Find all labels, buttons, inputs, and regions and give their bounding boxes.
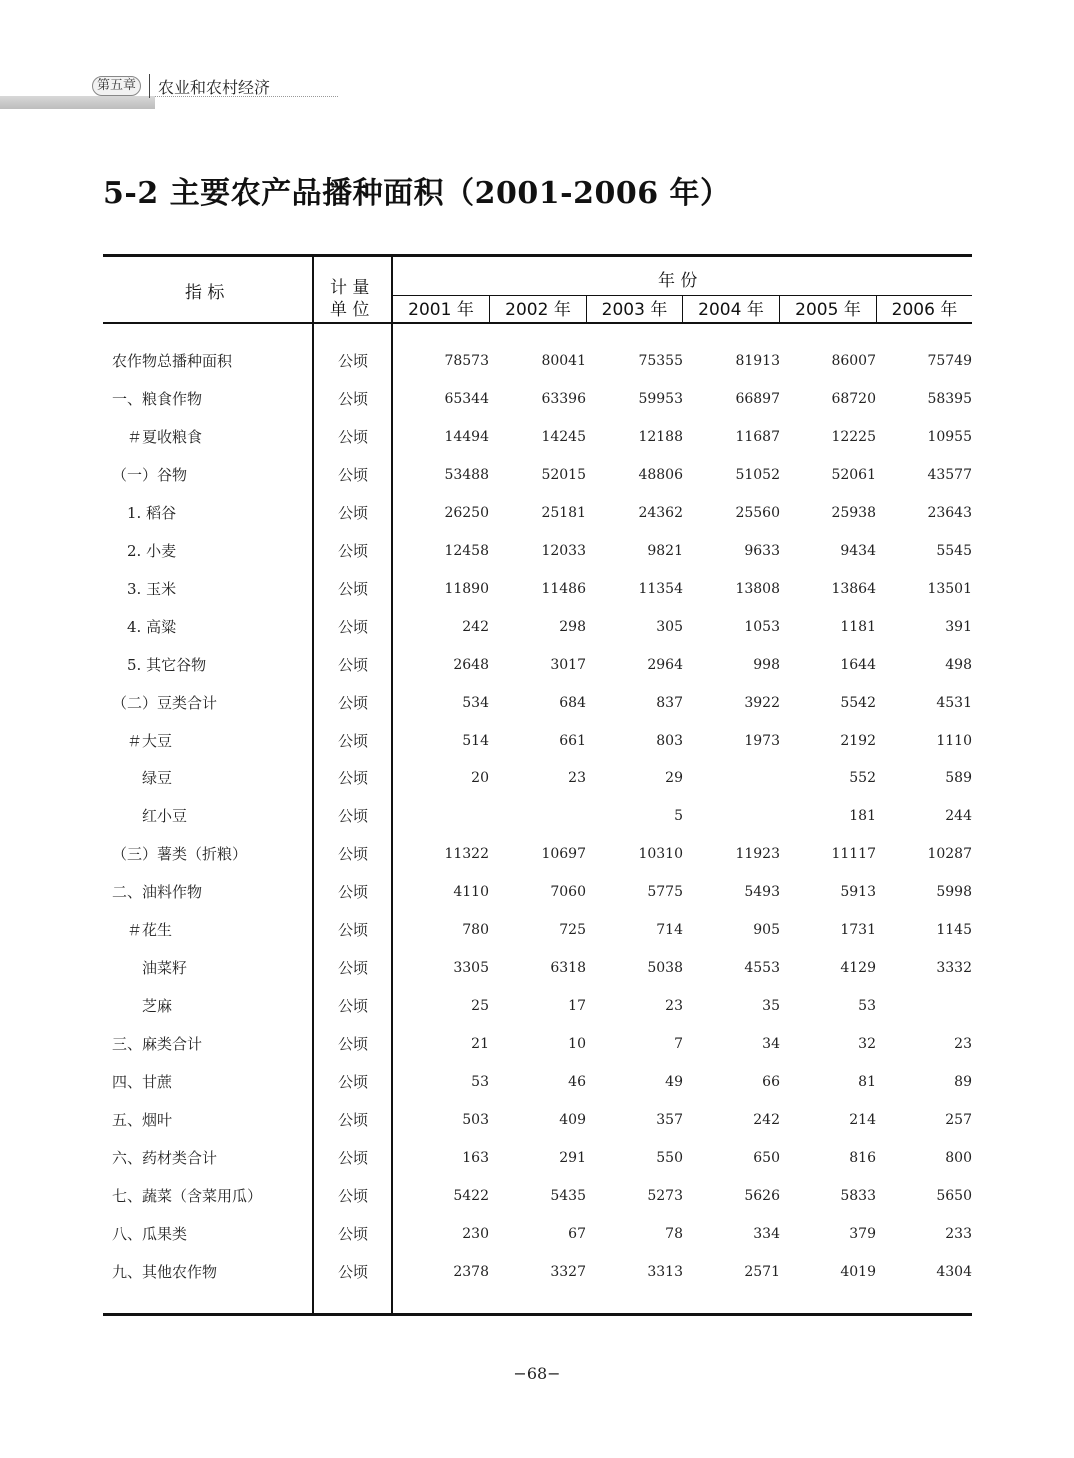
row-value: 552 xyxy=(849,770,876,787)
row-value: 2192 xyxy=(840,732,876,749)
row-value: 5493 xyxy=(744,884,780,901)
row-value: 3313 xyxy=(647,1263,683,1280)
header-unit-line2: 单 位 xyxy=(330,300,370,320)
row-value: 29 xyxy=(665,770,683,787)
row-value: 80041 xyxy=(541,353,586,369)
row-value: 53488 xyxy=(444,466,489,483)
row-value: 391 xyxy=(945,618,972,635)
header-band xyxy=(0,96,155,109)
row-label: 二、油料作物 xyxy=(112,883,203,902)
table-row xyxy=(103,797,972,835)
chapter-seal: 第五章 xyxy=(92,76,141,96)
row-unit: 公顷 xyxy=(337,731,368,750)
row-value: 9633 xyxy=(744,542,780,559)
row-value: 1145 xyxy=(936,922,972,939)
row-value: 5775 xyxy=(647,884,683,901)
row-value: 998 xyxy=(753,656,780,673)
row-value: 5626 xyxy=(744,1187,780,1204)
row-value: 23 xyxy=(568,770,586,787)
table-row xyxy=(103,1215,972,1253)
table-row xyxy=(103,418,972,456)
row-value: 11354 xyxy=(638,580,683,597)
header-year: 2002 年 xyxy=(505,300,571,320)
row-unit: 公顷 xyxy=(337,655,368,674)
row-value: 68720 xyxy=(831,390,876,407)
row-value: 63396 xyxy=(541,390,586,407)
table-row xyxy=(103,570,972,608)
table-row xyxy=(103,759,972,797)
row-value: 837 xyxy=(656,694,683,711)
row-value: 35 xyxy=(762,998,780,1015)
row-label: 一、粮食作物 xyxy=(112,389,203,408)
row-value: 4304 xyxy=(936,1263,972,1280)
row-value: 11890 xyxy=(444,580,489,597)
row-value: 14494 xyxy=(444,428,489,445)
row-value: 4110 xyxy=(453,884,489,901)
row-value: 7060 xyxy=(550,884,586,901)
row-value: 1731 xyxy=(840,922,876,939)
row-value: 534 xyxy=(462,694,489,711)
row-value: 11117 xyxy=(831,846,876,863)
row-value: 24362 xyxy=(638,504,683,521)
table-row xyxy=(103,494,972,532)
row-value: 684 xyxy=(559,694,586,711)
row-unit: 公顷 xyxy=(337,427,368,446)
header-year-group: 年 份 xyxy=(658,271,698,291)
row-unit: 公顷 xyxy=(337,1224,368,1243)
row-value: 816 xyxy=(849,1149,876,1166)
row-value: 1181 xyxy=(840,618,876,635)
row-value: 1973 xyxy=(744,732,780,749)
row-value: 9434 xyxy=(840,542,876,559)
row-value: 13501 xyxy=(927,580,972,597)
row-value: 66 xyxy=(762,1074,780,1091)
row-value: 3922 xyxy=(744,694,780,711)
row-value: 34 xyxy=(762,1036,780,1053)
row-value: 59953 xyxy=(638,390,683,407)
row-value: 298 xyxy=(559,618,586,635)
chapter-title: 农业和农村经济 xyxy=(158,77,271,97)
row-value: 10955 xyxy=(927,428,972,445)
row-value: 233 xyxy=(945,1225,972,1242)
row-value: 3327 xyxy=(550,1263,586,1280)
row-value: 5542 xyxy=(840,694,876,711)
row-value: 503 xyxy=(462,1112,489,1128)
row-value: 52015 xyxy=(541,466,586,483)
row-value: 214 xyxy=(849,1112,876,1128)
row-label: 农作物总播种面积 xyxy=(112,352,233,370)
row-value: 67 xyxy=(568,1225,586,1242)
row-value: 52061 xyxy=(831,466,876,483)
row-value: 46 xyxy=(568,1074,586,1091)
row-value: 86007 xyxy=(831,353,876,369)
row-value xyxy=(690,797,780,835)
row-value: 25 xyxy=(471,998,489,1015)
row-unit: 公顷 xyxy=(337,352,368,370)
table-row xyxy=(103,1139,972,1177)
row-value: 7 xyxy=(674,1036,683,1053)
table-row xyxy=(103,456,972,494)
row-value: 12458 xyxy=(444,542,489,559)
row-label: 芝麻 xyxy=(112,997,173,1016)
row-value: 66897 xyxy=(735,390,780,407)
row-value: 23 xyxy=(954,1036,972,1053)
header-year: 2004 年 xyxy=(698,300,764,320)
row-unit: 公顷 xyxy=(337,921,368,940)
table-row xyxy=(103,646,972,684)
row-value: 257 xyxy=(945,1112,972,1128)
row-value: 14245 xyxy=(541,428,586,445)
table-row xyxy=(103,342,972,380)
row-value xyxy=(399,797,489,835)
row-unit: 公顷 xyxy=(337,579,368,598)
row-label: 油菜籽 xyxy=(112,959,188,978)
table-row xyxy=(103,1177,972,1215)
row-value: 78 xyxy=(665,1225,683,1242)
row-value: 4553 xyxy=(744,960,780,977)
row-value: 11687 xyxy=(735,428,780,445)
row-value: 163 xyxy=(462,1149,489,1166)
row-value: 3017 xyxy=(550,656,586,673)
table-bottom-rule xyxy=(103,1313,972,1316)
row-value: 2571 xyxy=(744,1263,780,1280)
row-value: 3305 xyxy=(453,960,489,977)
row-label: （三）薯类（折粮） xyxy=(112,845,248,864)
row-value: 3332 xyxy=(936,960,972,977)
row-unit: 公顷 xyxy=(337,503,368,522)
row-unit: 公顷 xyxy=(337,465,368,484)
row-value: 17 xyxy=(568,998,586,1015)
row-value: 514 xyxy=(462,732,489,749)
row-value: 32 xyxy=(858,1036,876,1053)
table-row xyxy=(103,380,972,418)
row-unit: 公顷 xyxy=(337,617,368,636)
header-year: 2001 年 xyxy=(408,300,474,320)
row-label: 绿豆 xyxy=(112,769,173,788)
row-label: ＃大豆 xyxy=(112,731,173,750)
row-value: 89 xyxy=(954,1074,972,1091)
table-row xyxy=(103,987,972,1025)
row-value: 5422 xyxy=(453,1187,489,1204)
row-unit: 公顷 xyxy=(337,1111,368,1129)
row-label: 六、药材类合计 xyxy=(112,1148,218,1167)
row-label: 八、瓜果类 xyxy=(112,1224,188,1243)
row-value: 23643 xyxy=(927,504,972,521)
row-value: 81913 xyxy=(735,353,780,369)
row-label: 4. 高粱 xyxy=(112,617,177,636)
row-value: 905 xyxy=(753,922,780,939)
row-value: 334 xyxy=(753,1225,780,1242)
row-value: 5650 xyxy=(936,1187,972,1204)
row-value: 714 xyxy=(656,922,683,939)
row-value: 230 xyxy=(462,1225,489,1242)
row-value: 550 xyxy=(656,1149,683,1166)
row-label: 3. 玉米 xyxy=(112,579,177,598)
row-value: 43577 xyxy=(927,466,972,483)
row-value: 291 xyxy=(559,1149,586,1166)
row-value: 81 xyxy=(858,1074,876,1091)
row-value: 51052 xyxy=(735,466,780,483)
row-value: 1110 xyxy=(936,732,972,749)
row-value: 5273 xyxy=(647,1187,683,1204)
row-value: 11923 xyxy=(735,846,780,863)
row-value: 49 xyxy=(665,1074,683,1091)
row-value: 10697 xyxy=(541,846,586,863)
row-value: 661 xyxy=(559,732,586,749)
header-unit-line1: 计 量 xyxy=(330,278,370,298)
row-value: 53 xyxy=(471,1074,489,1091)
row-unit: 公顷 xyxy=(337,1186,368,1205)
row-unit: 公顷 xyxy=(337,1148,368,1167)
table-row xyxy=(103,873,972,911)
table-top-rule xyxy=(103,254,972,257)
row-value: 4531 xyxy=(936,694,972,711)
row-unit: 公顷 xyxy=(337,959,368,978)
row-value: 305 xyxy=(656,618,683,635)
row-value: 725 xyxy=(559,922,586,939)
row-value: 25938 xyxy=(831,504,876,521)
row-value: 25181 xyxy=(541,504,586,521)
row-label: 四、甘蔗 xyxy=(112,1073,173,1092)
chapter-separator xyxy=(149,74,150,98)
row-value xyxy=(690,759,780,797)
row-unit: 公顷 xyxy=(337,693,368,712)
chapter-header xyxy=(92,76,270,96)
row-value: 5545 xyxy=(936,542,972,559)
row-value: 11322 xyxy=(444,846,489,863)
header-year: 2003 年 xyxy=(601,300,668,320)
row-value: 13864 xyxy=(831,580,876,597)
row-value: 5 xyxy=(674,808,683,825)
row-value: 2964 xyxy=(647,656,683,673)
row-value: 75749 xyxy=(927,353,972,369)
row-value: 5913 xyxy=(840,884,876,901)
row-value: 242 xyxy=(753,1112,780,1128)
row-label: 5. 其它谷物 xyxy=(112,655,207,674)
row-value: 2648 xyxy=(453,656,489,673)
row-unit: 公顷 xyxy=(337,541,368,560)
row-unit: 公顷 xyxy=(337,769,368,788)
table-row xyxy=(103,1025,972,1063)
row-value: 1644 xyxy=(840,656,876,673)
row-unit: 公顷 xyxy=(337,883,368,902)
row-value: 6318 xyxy=(550,960,586,977)
row-value: 4129 xyxy=(840,960,876,977)
row-value: 357 xyxy=(656,1112,683,1128)
row-label: 三、麻类合计 xyxy=(112,1035,203,1054)
row-value: 589 xyxy=(945,770,972,787)
row-value: 5998 xyxy=(936,884,972,901)
row-value: 20 xyxy=(471,770,489,787)
row-unit: 公顷 xyxy=(337,1262,368,1281)
row-value: 244 xyxy=(945,808,972,825)
header-year: 2006 年 xyxy=(891,300,958,320)
row-value: 1053 xyxy=(744,618,780,635)
row-value: 800 xyxy=(945,1149,972,1166)
row-value: 75355 xyxy=(638,353,683,369)
row-value: 12225 xyxy=(831,428,876,445)
row-unit: 公顷 xyxy=(337,807,368,826)
row-value: 26250 xyxy=(444,504,489,521)
table-row xyxy=(103,608,972,646)
row-value: 58395 xyxy=(927,390,972,407)
row-value: 5833 xyxy=(840,1187,876,1204)
row-unit: 公顷 xyxy=(337,389,368,408)
table-row xyxy=(103,1063,972,1101)
row-value: 5038 xyxy=(647,960,683,977)
row-unit: 公顷 xyxy=(337,997,368,1016)
row-value: 13808 xyxy=(735,580,780,597)
row-value: 23 xyxy=(665,998,683,1015)
row-value: 48806 xyxy=(638,466,683,483)
row-value: 65344 xyxy=(444,390,489,407)
table-row xyxy=(103,532,972,570)
row-value: 53 xyxy=(858,998,876,1015)
row-value: 10310 xyxy=(638,846,683,863)
row-label: ＃花生 xyxy=(112,921,173,940)
row-label: 2. 小麦 xyxy=(112,541,177,560)
table-row xyxy=(103,835,972,873)
row-value: 12188 xyxy=(638,428,683,445)
row-value: 5435 xyxy=(550,1187,586,1204)
table-header-rule xyxy=(103,322,972,324)
row-value: 498 xyxy=(945,656,972,673)
row-value: 181 xyxy=(849,808,876,825)
row-value xyxy=(496,797,586,835)
row-label: 1. 稻谷 xyxy=(112,503,177,522)
row-label: ＃夏收粮食 xyxy=(112,427,203,446)
row-label: （一）谷物 xyxy=(112,465,188,484)
header-year: 2005 年 xyxy=(795,300,861,320)
row-unit: 公顷 xyxy=(337,1073,368,1092)
table-row xyxy=(103,1253,972,1291)
row-label: 九、其他农作物 xyxy=(112,1262,218,1281)
table-row xyxy=(103,949,972,987)
page-title: 5-2 主要农产品播种面积（2001-2006 年） xyxy=(103,176,731,211)
row-value: 21 xyxy=(471,1036,489,1053)
row-label: 七、蔬菜（含菜用瓜） xyxy=(112,1186,263,1205)
row-value: 10287 xyxy=(927,846,972,863)
table-row xyxy=(103,684,972,722)
row-value: 4019 xyxy=(840,1263,876,1280)
row-value: 12033 xyxy=(541,542,586,559)
row-label: （二）豆类合计 xyxy=(112,693,218,712)
table-row xyxy=(103,1101,972,1139)
row-value xyxy=(882,987,972,1025)
row-value: 650 xyxy=(753,1149,780,1166)
header-indicator: 指 标 xyxy=(185,283,225,303)
row-value: 25560 xyxy=(735,504,780,521)
row-label: 五、烟叶 xyxy=(112,1111,173,1129)
row-value: 780 xyxy=(462,922,489,939)
table-row xyxy=(103,911,972,949)
row-value: 242 xyxy=(462,618,489,635)
row-unit: 公顷 xyxy=(337,1035,368,1054)
row-value: 10 xyxy=(568,1036,586,1053)
row-value: 9821 xyxy=(647,542,683,559)
row-value: 2378 xyxy=(453,1263,489,1280)
table-row xyxy=(103,722,972,760)
row-unit: 公顷 xyxy=(337,845,368,864)
row-value: 11486 xyxy=(541,580,586,597)
row-value: 78573 xyxy=(444,353,489,369)
row-value: 409 xyxy=(559,1112,586,1128)
row-label: 红小豆 xyxy=(112,807,188,826)
page-number: −68− xyxy=(513,1364,561,1383)
row-value: 803 xyxy=(656,732,683,749)
row-value: 379 xyxy=(849,1225,876,1242)
